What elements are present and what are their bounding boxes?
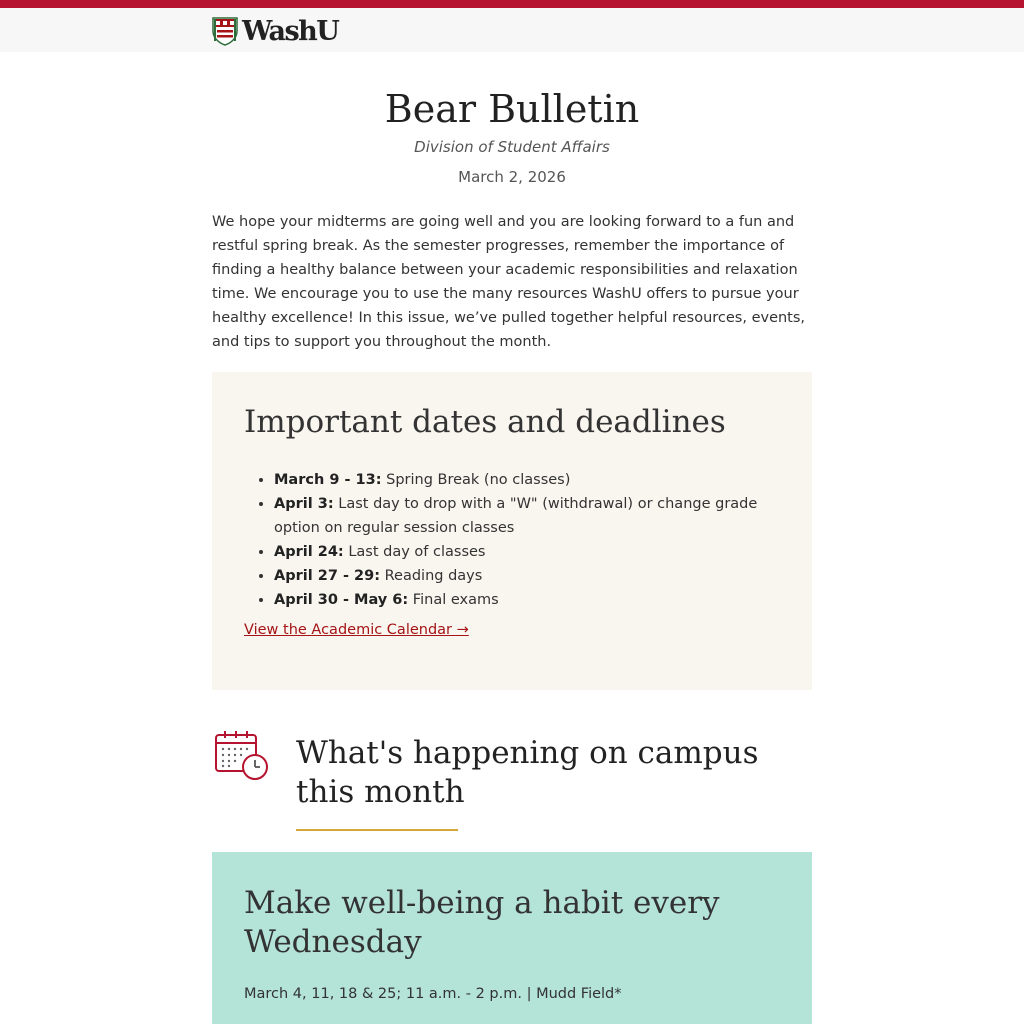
date-description: Last day to drop with a "W" (withdrawal) or change grade option on regular session classes (274, 496, 758, 536)
date-label: April 24: (274, 544, 344, 560)
date-label: April 27 - 29: (274, 568, 381, 584)
date-description: Reading days (380, 568, 483, 584)
newsletter-subtitle: Division of Student Affairs (414, 138, 610, 156)
date-label: March 9 - 13: (274, 472, 382, 488)
dates-section-title: Important dates and deadlines (244, 404, 726, 440)
site-header (0, 8, 1024, 52)
event-card (212, 852, 812, 1024)
list-item (274, 540, 780, 564)
newsletter-date: March 2, 2026 (458, 168, 566, 186)
academic-calendar-link[interactable]: View the Academic Calendar → (244, 622, 469, 638)
list-item (274, 588, 780, 612)
washu-shield-icon (212, 17, 238, 46)
top-brand-stripe (0, 0, 1024, 8)
event-meta: March 4, 11, 18 & 25; 11 a.m. - 2 p.m. | Mudd Field* (244, 986, 622, 1002)
newsletter-body (212, 86, 812, 1024)
dates-list (244, 468, 780, 612)
event-title: Make well-being a habit every Wednesday (244, 885, 720, 960)
happening-text (296, 730, 796, 831)
date-label: April 30 - May 6: (274, 592, 409, 608)
newsletter-title: Bear Bulletin (384, 87, 640, 131)
list-item (274, 492, 780, 540)
list-item (274, 564, 780, 588)
date-label: April 3: (274, 496, 334, 512)
date-description: Spring Break (no classes) (381, 472, 571, 488)
important-dates-box (212, 372, 812, 690)
logo-wordmark: WashU (242, 16, 339, 47)
washu-logo-link[interactable] (212, 16, 338, 47)
happening-section-header (212, 730, 812, 831)
section-divider (296, 829, 458, 831)
calendar-clock-icon (214, 730, 270, 782)
happening-section-title: What's happening on campus this month (296, 735, 759, 810)
intro-paragraph: We hope your midterms are going well and you are looking forward to a fun and restful spring break. As the semester progresses, remember the importance of finding a healthy balance between your academic responsibilities and relaxation time. We encourage you to use the many resources WashU offers to pursue your healthy excellence! In this issue, we’ve pulled together helpful resources, events, and tips to support you throughout the month. (212, 214, 806, 350)
date-description: Final exams (408, 592, 499, 608)
list-item (274, 468, 780, 492)
date-description: Last day of classes (343, 544, 486, 560)
